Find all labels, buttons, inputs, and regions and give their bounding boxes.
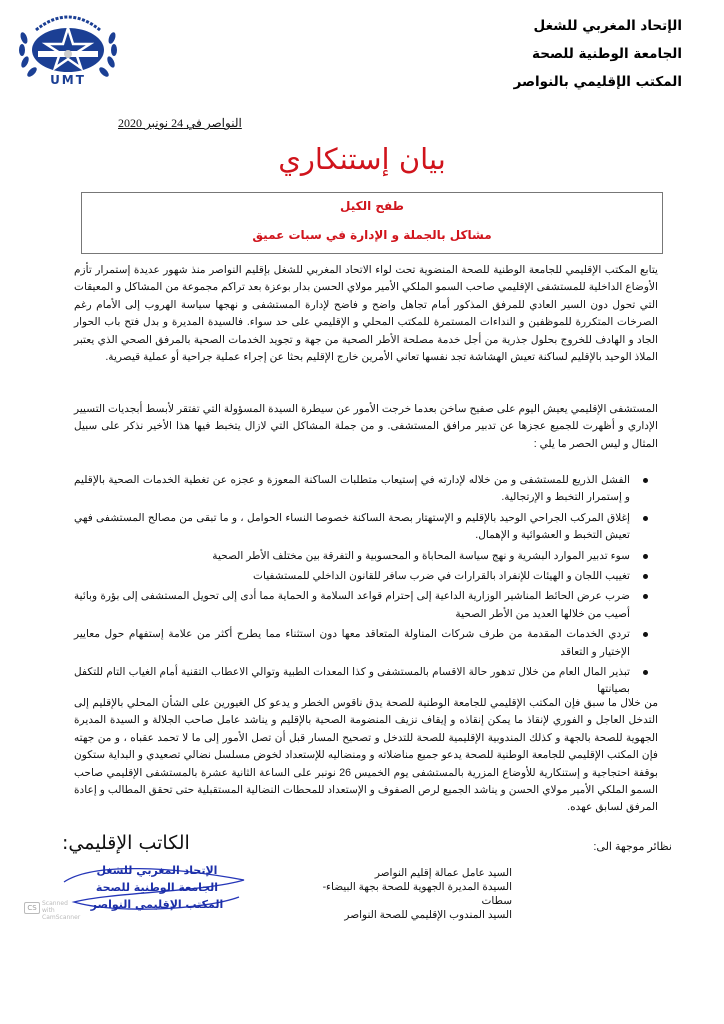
list-item: ضرب عرض الحائط المناشير الوزارية الداعية إلى إحترام قواعد السلامة و الحماية مما أدى إلى تحويل المستشفى إلى بؤرة وبائية أصيب من خلالها العديد من الأطر الصحية: [74, 588, 630, 623]
list-item: تبذير المال العام من خلال تدهور حالة الاقسام بالمستشفى و كذا المعدات الطبية وتوالي الاعطاب التقنية أمام الغياب التام للتكفل بصيانتها: [74, 664, 630, 699]
subtitle-line-1: طفح الكيل: [340, 199, 404, 213]
list-item: الفشل الذريع للمستشفى و من خلاله لإدارته في إستيعاب متطلبات الساكنة المعوزة و عجزه عن تغطية الخدمات الصحية بالإقليم و إستمرار التخبط و الإرتجالية.: [74, 472, 630, 507]
umt-text: UMT: [50, 73, 86, 87]
copies-title: نظائر موجهة الى:: [593, 841, 672, 853]
signatory-title: الكاتب الإقليمي:: [62, 832, 190, 854]
situation-paragraph: المستشفى الإقليمي يعيش اليوم على صفيح ساخن بعدما خرجت الأمور عن سيطرة السيدة المسؤولة التي تفتقر لأبسط أبجديات التسيير الإداري و أظهرت للجميع عجزها عن تدبير مرافق المستشفى. و من جملة المشاكل التي لازال يتخبط فيها هذا الأخير نذكر على سبيل المثال و ليس الحصر ما يلي :: [74, 403, 658, 450]
stamp-line-2: الجامعة الوطنية للصحة: [95, 881, 219, 894]
call-to-action-paragraph: من خلال ما سبق فإن المكتب الإقليمي للجامعة الوطنية للصحة يدق ناقوس الخطر و يدعو كل الغيورين على الشأن المحلي بالإقليم إلى التدخل العاجل و الفوري لإنقاذ ما يمكن إنقاذه و إيقاف نزيف المنضومة الصحية بالإقليم و يناشد عامل صاحب الجلالة و السيدة المديرة الجهوية للصحة بالجهة و كذلك المندوبية الإقليمية للصحة للتدخل و تصحيح المسار قبل أن تصل الأمور إلى ما لا تحمد عقباه ، و من جهته فإن المكتب الإقليمي للجامعة الوطنية للصحة يدعو جميع مناضلاته و ومنضاليه للإستعداد لخوض مسلسل نضالي تصعيدي و البداية ستكون بوقفة احتجاجية و إستنكارية للأوضاع المزرية بالمستشفى يوم الخميس 26 نونبر على الساعة الثانية عشرة بالمستشفى الإقليمي صاحب السمو الملكي الأمير مولاي الحسن و يناشد الجميع لرص الصفوف و الإستعداد للمحطات النضالية المستقبلية حتى تحقق المطالب و إعادة المرفق لسابق عهده.: [74, 697, 658, 814]
bullet-icon: [643, 670, 648, 675]
subtitle-line-2: مشاكل بالجملة و الإدارة في سبات عميق: [252, 228, 492, 242]
camscanner-watermark: Scanned with CamScanner: [42, 900, 81, 921]
bullet-icon: [643, 554, 648, 559]
organization-header: [432, 12, 682, 96]
bullet-icon: [643, 632, 648, 637]
recipient-governor: السيد عامل عمالة إقليم النواصر: [374, 867, 512, 879]
recipient-provincial-delegate: السيد المندوب الإقليمي للصحة النواصر: [344, 909, 512, 921]
stamp-line-3: المكتب الإقليمي النواصر: [90, 898, 224, 911]
recipient-regional-director: السيدة المديرة الجهوية للصحة بجهة البيضاء- سطات: [322, 881, 512, 907]
page-title: بيان إستنكاري: [278, 142, 446, 176]
date-line: النواصر في 24 نونبر 2020: [118, 116, 242, 130]
umt-logo: [14, 8, 122, 88]
org-line-federation: الجامعة الوطنية للصحة: [532, 46, 682, 62]
list-item: تغييب اللجان و الهيئات للإنفراد بالقرارات في ضرب سافر للقانون الداخلي للمستشفيات: [74, 568, 630, 585]
bullet-icon: [643, 516, 648, 521]
camscanner-badge-icon: CS: [24, 902, 40, 914]
org-line-union: الإتحاد المغربي للشغل: [533, 18, 682, 34]
stamp-line-1: الإتحاد المغربي للشغل: [96, 864, 218, 877]
umt-union-logo-icon: [14, 8, 122, 88]
bullet-icon: [643, 478, 648, 483]
union-stamp: [54, 862, 254, 918]
list-item: إغلاق المركب الجراحي الوحيد بالإقليم و الإستهتار بصحة الساكنة خصوصا النساء الحوامل ، و ما تبقى من مصالح المستشفى فهي تعيش التخبط و العشوائية و الإهمال.: [74, 510, 630, 545]
list-item: تردي الخدمات المقدمة من طرف شركات المناولة المتعاقد معها دون استثناء مما يطرح أكثر من علامة إستفهام حول معايير الإختيار و التعاقد: [74, 626, 630, 661]
bullet-icon: [643, 574, 648, 579]
intro-paragraph: يتابع المكتب الإقليمي للجامعة الوطنية للصحة المنضوية تحت لواء الاتحاد المغربي للشغل بإقليم النواصر منذ شهور عديدة إستمرار تأزم الأوضاع الداخلية للمستشفى الإقليمي صاحب السمو الملكي الأمير مولاي الحسن بدار بوعزة بعد تراكم مجموعة من المشاكل و المعيقات التي تحول دون السير العادي للمرفق المذكور أمام تجاهل واضح و فاضح لإدارة المستشفى و نهجها سياسة الهروب إلى الأمام رغم الصرخات المتكررة للموظفين و النداءات المستمرة للمكتب المحلي و الإقليمي على حد سواء. فالسيدة المديرة و بدل فتح باب الحوار الجاد و الهادف للخروج بحلول جذرية من أجل خدمة مصلحة الأطر الصحية من جهة و تجويد الخدمات الصحية بالمرفق الصحي الذي يعتبر الملاذ الوحيد بالإقليم لساكنة تعيش الهشاشة تجد نفسها تعاني الأمرين خارج الإقليم بحثا عن إجراء عملية جراحية أو عملية قيصرية.: [74, 264, 658, 364]
bullet-icon: [643, 594, 648, 599]
org-line-office: المكتب الإقليمي بالنواصر: [513, 74, 682, 90]
subtitle-box: [81, 192, 663, 254]
problems-list: [74, 472, 650, 702]
list-item: سوء تدبير الموارد البشرية و نهج سياسة المحاباة و المحسوبية و التفرقة بين مختلف الأطر الصحية: [74, 548, 630, 565]
copies-list: [290, 866, 512, 922]
